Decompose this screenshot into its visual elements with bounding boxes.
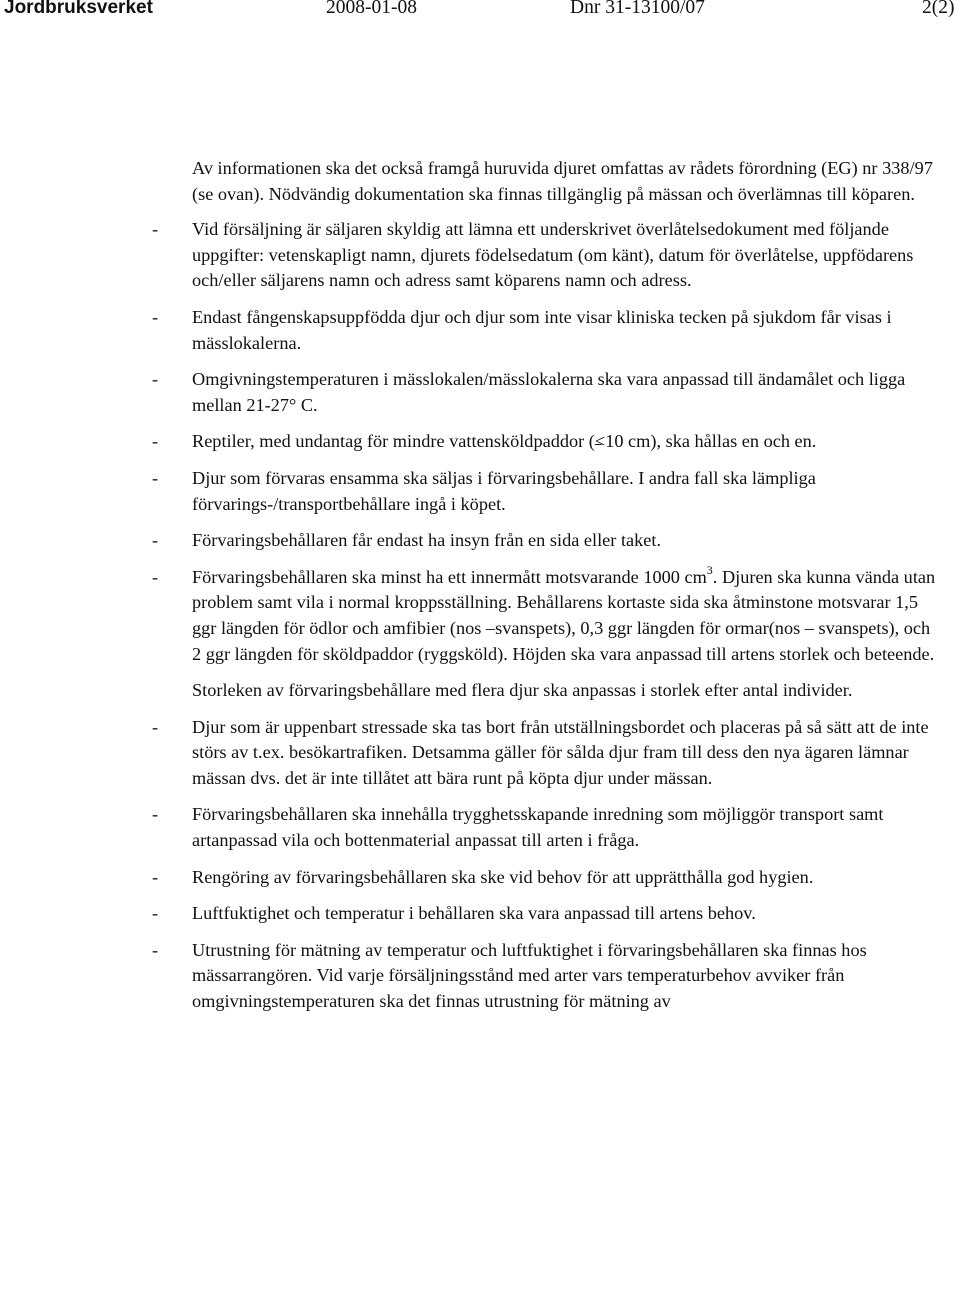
- text-segment: . Djuren ska kunna vända utan problem samt vila i normal kroppsställning. Behållarens kortaste sida ska åtminstone motsvarar 1,5 ggr längden för ödlor och amfibier (nos –svanspets), 0,3 ggr längden för ormar(nos – svanspets), och 2 ggr längden för sköldpaddor (ryggsköld). Höjden ska vara anpassad till artens storlek och beteende.: [192, 566, 936, 664]
- list-item: [152, 429, 942, 455]
- list-item-text: Vid försäljning är säljaren skyldig att lämna ett underskrivet överlåtelsedokument med följande uppgifter: vetenskapligt namn, djurets födelsedatum (om känt), datum för överlåtelse, uppfödarens och/eller säljarens namn och adress samt köparens namn och adress.: [192, 219, 914, 291]
- organization-name: Jordbruksverket: [4, 0, 153, 18]
- bullet-dash: -: [152, 431, 159, 452]
- superscript: 3: [706, 562, 713, 577]
- text-segment: 10 cm), ska hållas en och en.: [605, 431, 817, 452]
- list-item: [152, 938, 942, 1015]
- list-item: [152, 715, 942, 792]
- page-header: [0, 0, 960, 26]
- bullet-dash: -: [152, 566, 159, 587]
- list-item-text: [192, 429, 942, 455]
- text-segment: Reptiler, med undantag för mindre vattensköldpaddor (: [192, 431, 595, 452]
- intro-paragraph: Av informationen ska det också framgå huruvida djuret omfattas av rådets förordning (EG) nr 338/97 (se ovan). Nödvändig dokumentation ska finnas tillgänglig på mässan och överlämnas till köparen.: [192, 158, 933, 204]
- list-item-text: Rengöring av förvaringsbehållaren ska ske vid behov för att upprätthålla god hygien.: [192, 866, 814, 887]
- bullet-dash: -: [152, 467, 159, 488]
- list-item-text: Djur som är uppenbart stressade ska tas bort från utställningsbordet och placeras på så sätt att de inte störs av t.ex. besökartrafiken. Detsamma gäller för sålda djur fram till dess den nya ägaren lämnar mässan dvs. det är inte tillåtet att bära runt på köpta djur under mässan.: [192, 716, 929, 788]
- list-item: [152, 466, 942, 517]
- bullet-dash: -: [152, 530, 159, 551]
- list-item: [152, 217, 942, 294]
- list-item: [152, 865, 942, 891]
- bullet-dash: -: [152, 804, 159, 825]
- list-item: [152, 901, 942, 927]
- sub-paragraph: Storleken av förvaringsbehållare med flera djur ska anpassas i storlek efter antal individer.: [192, 680, 853, 701]
- list-item-text: Omgivningstemperaturen i mässlokalen/mässlokalerna ska vara anpassad till ändamålet och ligga mellan 21-27° C.: [192, 369, 906, 415]
- list-item-text: Endast fångenskapsuppfödda djur och djur som inte visar kliniska tecken på sjukdom får visas i mässlokalerna.: [192, 306, 892, 353]
- list-item-text: Utrustning för mätning av temperatur och luftfuktighet i förvaringsbehållaren ska finnas hos mässarrangören. Vid varje försäljningsstånd med arter vars temperaturbehov avviker från omgivningstemperaturen ska det finnas utrustning för mätning av: [192, 939, 867, 1012]
- list-item: [152, 528, 942, 554]
- list-item-text: Förvaringsbehållaren ska innehålla trygghetsskapande inredning som möjliggör transport samt artanpassad vila och bottenmaterial anpassat till arten i fråga.: [192, 804, 884, 851]
- list-item: [152, 305, 942, 356]
- bullet-dash: -: [152, 716, 159, 737]
- document-body: [152, 156, 942, 1015]
- list-item: [152, 802, 942, 853]
- bullet-dash: -: [152, 369, 159, 390]
- bullet-dash: -: [152, 306, 159, 327]
- bullet-dash: -: [152, 939, 159, 960]
- list-item: [152, 367, 942, 418]
- document-number: Dnr 31-13100/07: [570, 0, 705, 18]
- text-segment: Förvaringsbehållaren ska minst ha ett innermått motsvarande 1000 cm: [192, 566, 707, 587]
- list-item-text: Djur som förvaras ensamma ska säljas i förvaringsbehållare. I andra fall ska lämpliga förvarings-/transportbehållare ingå i köpet.: [192, 467, 816, 514]
- document-date: 2008-01-08: [326, 0, 417, 18]
- bullet-dash: -: [152, 866, 159, 887]
- list-item-text: Luftfuktighet och temperatur i behållaren ska vara anpassad till artens behov.: [192, 903, 756, 924]
- bullet-dash: -: [152, 903, 159, 924]
- less-equal-symbol: <: [594, 431, 606, 452]
- list-item-text: Förvaringsbehållaren får endast ha insyn från en sida eller taket.: [192, 530, 662, 551]
- bullet-dash: -: [152, 219, 159, 240]
- list-item: [152, 562, 942, 704]
- list-item-text: [192, 562, 942, 667]
- page-number: 2(2): [922, 0, 955, 18]
